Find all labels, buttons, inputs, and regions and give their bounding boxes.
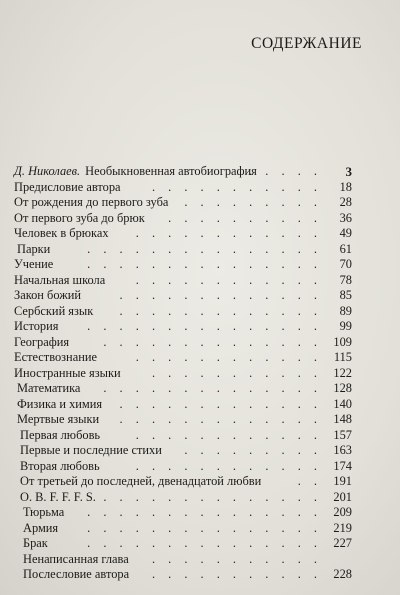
toc-entry-leader-dots: . . . . . . . . . . . <box>151 551 322 566</box>
toc-entry-page-number: 219 <box>333 520 352 535</box>
toc-entry-title-text: Первые и последние стихи <box>20 443 162 457</box>
toc-entry-title-text: Математика <box>17 381 81 395</box>
toc-entry-title-text: Иностранные языки <box>14 365 121 380</box>
toc-entry <box>14 335 352 351</box>
toc-entry <box>14 319 352 335</box>
toc-entry-title-text: Вторая любовь <box>20 458 100 473</box>
toc-list <box>14 164 352 583</box>
toc-entry-title-text: Необыкновенная автобиография <box>85 164 257 178</box>
toc-entry <box>14 567 352 583</box>
toc-entry-title <box>17 412 99 428</box>
toc-entry-title <box>17 381 80 397</box>
toc-entry-leader-dots: . . . . . . . . . . . . . . . <box>87 536 322 550</box>
toc-entry-title-text: Предисловие автора <box>14 179 121 194</box>
toc-entry-leader-dots: . . . . . . . . . . . <box>151 567 322 581</box>
toc-entry-page-number: 70 <box>339 257 352 271</box>
toc-entry-leader-dots: . . . . . . . . . . . <box>151 365 322 380</box>
toc-entry-leader-dots: . . . . . . . . . . . . . <box>119 288 322 302</box>
toc-entry <box>14 428 352 444</box>
toc-entry-title <box>23 521 58 537</box>
toc-entry-leader-dots: . . . . . . . . . . . . . . . <box>87 257 322 271</box>
toc-entry-page-number: 36 <box>339 210 352 225</box>
toc-entry-title-text: История <box>14 319 59 333</box>
toc-entry-leader-dots: . . . . . . . . . . . . . . . <box>87 505 322 519</box>
toc-entry <box>14 242 352 258</box>
toc-entry-page-number: 163 <box>333 443 352 457</box>
toc-entry-page-number: 28 <box>339 195 352 209</box>
toc-entry-title-text: Армия <box>23 520 59 535</box>
toc-entry-title-text: От рождения до первого зуба <box>14 195 169 209</box>
toc-entry <box>14 164 352 180</box>
toc-entry-page-number: 89 <box>339 303 352 318</box>
toc-entry-title-text: Естествознание <box>14 350 97 364</box>
toc-entry-title <box>23 536 48 552</box>
toc-entry-leader-dots: . . . . . . . . . . . . . . . <box>87 520 322 535</box>
toc-entry-title-text: Первая любовь <box>20 427 101 442</box>
toc-entry-title-text: Мертвые языки <box>17 412 100 426</box>
toc-entry-title <box>14 335 69 351</box>
toc-entry-page-number: 115 <box>333 350 352 364</box>
toc-entry <box>14 397 352 413</box>
toc-entry-page-number: 201 <box>333 489 352 504</box>
toc-entry-title-text: Начальная школа <box>14 272 106 287</box>
toc-entry-title-text: Учение <box>14 257 54 271</box>
toc-entry-title <box>20 459 100 475</box>
toc-entry-title <box>14 273 105 289</box>
toc-entry-leader-dots: . . . . . <box>249 164 322 178</box>
toc-entry <box>14 474 352 490</box>
toc-entry-title <box>20 428 100 444</box>
toc-entry <box>14 288 352 304</box>
toc-entry-page-number: 174 <box>333 458 352 473</box>
toc-entry-leader-dots: . . . . . . . . . . . . . . . <box>87 241 322 256</box>
toc-entry-title-text: Тюрьма <box>23 505 65 519</box>
toc-entry-title <box>23 505 64 521</box>
toc-entry-leader-dots: . . . . . . . . . . . . . <box>119 412 322 426</box>
toc-entry <box>14 304 352 320</box>
toc-entry-title <box>14 211 145 227</box>
toc-entry-leader-dots: . . . . . . . . . <box>184 195 322 209</box>
toc-entry-page-number: 227 <box>333 536 352 550</box>
toc-entry-page-number: 78 <box>339 272 352 287</box>
toc-entry-page-number: 18 <box>339 179 352 194</box>
toc-entry-page-number: 191 <box>333 474 352 488</box>
toc-entry <box>14 412 352 428</box>
toc-entry-title-text: Послесловие автора <box>23 567 130 581</box>
toc-entry-leader-dots: . . . . . . . . . . . . <box>135 226 322 240</box>
toc-entry-title-text: Ненаписанная глава <box>23 551 129 566</box>
toc-entry-title-text: От третьей до последней, двенадцатой любви <box>20 474 262 488</box>
toc-entry-title <box>14 164 257 180</box>
toc-entry-page-number: 3 <box>345 164 352 179</box>
toc-entry-leader-dots: . . . . . . . . . . . . . <box>119 396 322 411</box>
toc-entry-leader-dots: . . . . . . . . . <box>184 443 322 457</box>
toc-entry-title <box>20 443 162 459</box>
toc-entry-title-text: Сербский язык <box>14 303 94 318</box>
toc-entry-title-text: Брак <box>23 536 48 550</box>
toc-entry-page-number: 61 <box>339 241 352 256</box>
toc-entry-page-number: 228 <box>333 567 352 581</box>
toc-entry-leader-dots: . . <box>297 474 322 488</box>
toc-entry <box>14 211 352 227</box>
toc-entry-title <box>17 242 50 258</box>
toc-entry <box>14 505 352 521</box>
toc-entry-title <box>14 288 81 304</box>
toc-entry-title <box>17 397 102 413</box>
toc-entry-page-number: 99 <box>339 319 352 333</box>
toc-entry <box>14 490 352 506</box>
toc-entry-title-text: Человек в брюках <box>14 226 109 240</box>
toc-entry-title <box>14 366 121 382</box>
toc-entry <box>14 381 352 397</box>
toc-entry-author: Д. Николаев. <box>14 164 81 178</box>
toc-entry-leader-dots: . . . . . . . . . . . . . . <box>103 381 322 395</box>
toc-entry-page-number: 209 <box>333 505 352 519</box>
toc-entry-leader-dots: . . . . . . . . . . . . . <box>119 303 322 318</box>
toc-entry-leader-dots: . . . . . . . . . . . . . . . <box>87 319 322 333</box>
toc-entry-leader-dots: . . . . . . . . . . . . <box>135 272 322 287</box>
toc-entry-page-number: 49 <box>339 226 352 240</box>
toc-entry <box>14 257 352 273</box>
toc-entry-title <box>14 319 58 335</box>
toc-entry-title <box>14 226 109 242</box>
toc-entry-title <box>14 257 53 273</box>
toc-entry <box>14 180 352 196</box>
toc-entry-page-number: 128 <box>333 381 352 395</box>
toc-entry-page-number: 85 <box>339 288 352 302</box>
toc-entry <box>14 521 352 537</box>
toc-entry-title <box>23 552 129 568</box>
toc-entry-leader-dots: . . . . . . . . . . . . <box>135 458 322 473</box>
toc-entry <box>14 366 352 382</box>
toc-entry-title-text: От первого зуба до брюк <box>14 210 145 225</box>
toc-entry-title <box>14 180 121 196</box>
toc-entry-page-number: 109 <box>333 334 352 349</box>
toc-entry-title <box>14 304 93 320</box>
toc-entry <box>14 443 352 459</box>
toc-entry-page-number: 148 <box>333 412 352 426</box>
toc-entry <box>14 350 352 366</box>
toc-entry-title <box>20 490 96 506</box>
toc-entry <box>14 536 352 552</box>
toc-entry-title-text: Парки <box>17 241 51 256</box>
toc-entry <box>14 226 352 242</box>
toc-entry-title <box>20 474 261 490</box>
toc-entry-leader-dots: . . . . . . . . . . . . <box>135 427 322 442</box>
toc-entry <box>14 195 352 211</box>
toc-entry-title <box>14 195 168 211</box>
toc-entry <box>14 459 352 475</box>
toc-entry-leader-dots: . . . . . . . . . . . . . . <box>103 489 322 504</box>
toc-entry-leader-dots: . . . . . . . . . . . . <box>135 350 322 364</box>
toc-heading: СОДЕРЖАНИЕ <box>251 35 362 52</box>
toc-entry <box>14 273 352 289</box>
toc-entry <box>14 552 352 568</box>
toc-entry-page-number: 122 <box>333 365 352 380</box>
toc-entry-title-text: Физика и химия <box>17 396 103 411</box>
toc-entry-leader-dots: . . . . . . . . . . . . . . <box>103 334 322 349</box>
toc-entry-leader-dots: . . . . . . . . . . . <box>151 179 322 194</box>
toc-entry-title-text: Закон божий <box>14 288 82 302</box>
toc-entry-title <box>14 350 97 366</box>
toc-entry-title <box>23 567 129 583</box>
toc-entry-page-number: 157 <box>333 427 352 442</box>
toc-entry-leader-dots: . . . . . . . . . . <box>168 210 322 225</box>
toc-entry-title-text: O. B. F. F. F. S. <box>20 489 96 504</box>
toc-entry-page-number: 140 <box>333 396 352 411</box>
toc-entry-title-text: География <box>14 334 70 349</box>
